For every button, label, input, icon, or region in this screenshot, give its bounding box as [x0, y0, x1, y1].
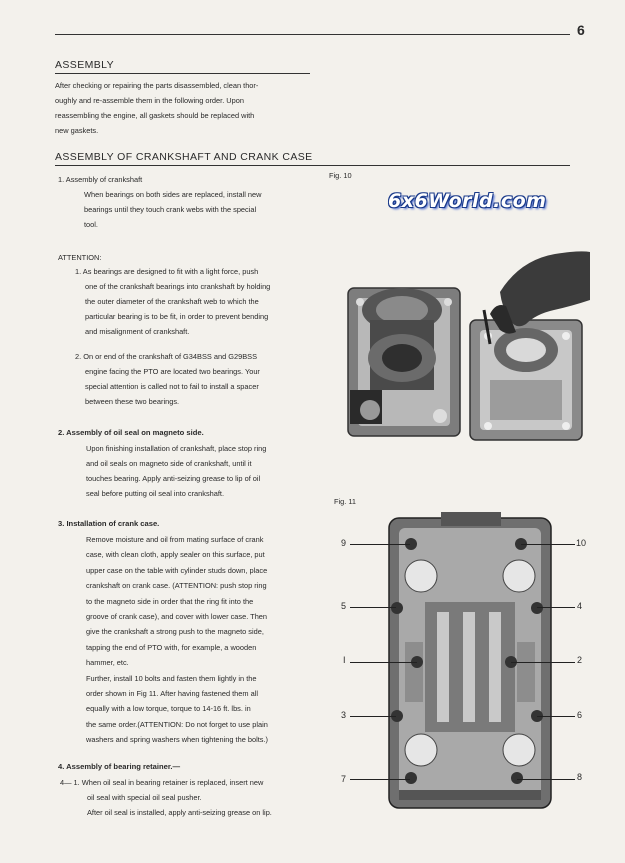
text-line: the same order.(ATTENTION: Do not forget to use plain — [86, 719, 268, 729]
callout-line — [537, 607, 575, 608]
callout-6: 6 — [577, 710, 583, 720]
text-line: tool. — [84, 220, 98, 229]
text-line: oil seal with special oil seal pusher. — [87, 793, 202, 802]
assembly-title: ASSEMBLY — [55, 59, 115, 71]
callout-9: 9 — [341, 538, 347, 548]
callout-line — [521, 544, 575, 545]
callout-8: 8 — [577, 772, 583, 782]
page-number: 6 — [577, 22, 585, 38]
callout-line — [350, 662, 417, 663]
callout-4: 4 — [577, 601, 583, 611]
text-line: equally with a low torque, torque to 14-16 ft. lbs. in — [86, 704, 251, 714]
crankcase-rule — [55, 165, 570, 166]
callout-1: I — [343, 655, 346, 665]
text-line: touches bearing. Apply anti-seizing grease to lip of oil — [86, 474, 261, 483]
text-line: Further, install 10 bolts and fasten them lightly in the — [86, 673, 257, 683]
step3-heading: 3. Installation of crank case. — [58, 519, 160, 528]
attention-item-2 — [75, 349, 315, 409]
text-line: Upon finishing installation of crankshaft, place stop ring — [86, 444, 267, 453]
text-line: one of the crankshaft bearings into crankshaft by holding — [85, 282, 271, 291]
text-line: particular bearing is to be fit, in order to prevent bending — [85, 312, 269, 321]
callout-5: 5 — [341, 601, 347, 611]
text-line: When bearings on both sides are replaced, install new — [84, 190, 262, 199]
callout-line — [537, 716, 575, 717]
text-line: upper case on the table with cylinder studs down, place — [86, 565, 268, 575]
callout-line — [511, 662, 575, 663]
text-line: give the crankshaft a strong push to the magneto side, — [86, 627, 264, 637]
callout-line — [350, 716, 396, 717]
step1-heading: 1. Assembly of crankshaft — [58, 175, 143, 184]
text-line: 1. As bearings are designed to fit with a light force, push — [75, 267, 259, 276]
callout-2: 2 — [577, 655, 583, 665]
text-line: bearings until they touch crank webs with the special — [84, 205, 257, 214]
text-line: new gaskets. — [55, 126, 99, 135]
text-line: Remove moisture and oil from mating surface of crank — [86, 535, 264, 544]
fig10-photo — [340, 240, 590, 445]
callout-3: 3 — [341, 710, 347, 720]
callout-line — [350, 544, 410, 545]
text-line: washers and spring washers when tightening the bolts.) — [86, 735, 268, 745]
step1-text — [84, 187, 314, 232]
text-line: case, with clean cloth, apply sealer on this surface, put — [86, 550, 265, 560]
step4-text — [60, 775, 315, 820]
text-line: reassembling the engine, all gaskets should be replaced with — [55, 111, 255, 120]
text-line: oughly and re-assemble them in the following order. Upon — [55, 96, 244, 105]
callout-7: 7 — [341, 774, 347, 784]
text-line: and misalignment of crankshaft. — [85, 327, 190, 336]
text-line: between these two bearings. — [85, 397, 180, 406]
step2-heading: 2. Assembly of oil seal on magneto side. — [58, 428, 204, 437]
text-line: to the magneto side in order that the ring fit into the — [86, 596, 254, 606]
step3-text — [86, 532, 318, 748]
text-line: seal before putting oil seal into crankshaft. — [86, 489, 225, 498]
text-line: the outer diameter of the crankshaft web to which the — [85, 297, 259, 306]
text-line: and oil seals on magneto side of crankshaft, until it — [86, 459, 252, 468]
step4-heading: 4. Assembly of bearing retainer.— — [58, 762, 181, 771]
callout-line — [517, 779, 575, 780]
text-line: After checking or repairing the parts disassembled, clean thor- — [55, 81, 259, 90]
text-line: After oil seal is installed, apply anti-seizing grease on lip. — [87, 808, 272, 817]
text-line: crankshaft on crank case. (ATTENTION: push stop ring — [86, 581, 267, 591]
callout-line — [350, 607, 396, 608]
callout-10: 10 — [576, 538, 587, 548]
fig11-label: Fig. 11 — [334, 497, 357, 506]
attention-label: ATTENTION: — [58, 253, 102, 262]
assembly-rule — [55, 73, 310, 74]
assembly-text — [55, 78, 317, 138]
text-line: special attention is called not to fail to install a spacer — [85, 382, 259, 391]
text-line: order shown in Fig 11. After having fastened them all — [86, 689, 258, 699]
text-line: tapping the end of PTO with, for example, a wooden — [86, 642, 257, 652]
text-line: groove of crank case), and cover with lower case. Then — [86, 612, 268, 622]
text-line: hammer, etc. — [86, 658, 129, 668]
text-line: 4— 1. When oil seal in bearing retainer is replaced, insert new — [60, 778, 264, 787]
fig10-label: Fig. 10 — [329, 171, 352, 180]
callout-line — [350, 779, 410, 780]
watermark-logo: 6x6World.com — [388, 190, 547, 212]
text-line: engine facing the PTO are located two bearings. Your — [85, 367, 260, 376]
crankcase-title: ASSEMBLY OF CRANKSHAFT AND CRANK CASE — [55, 151, 313, 163]
text-line: 2. On or end of the crankshaft of G34BSS and G29BSS — [75, 352, 258, 361]
attention-item-1 — [75, 264, 315, 339]
step2-text — [86, 441, 316, 501]
header-rule — [55, 34, 570, 35]
